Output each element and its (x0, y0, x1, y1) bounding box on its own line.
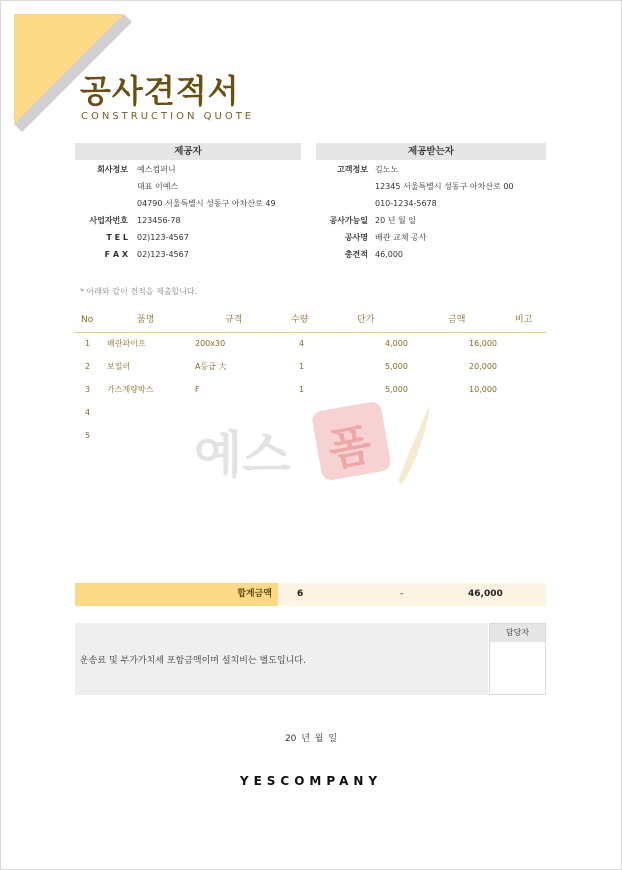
supplier-row-label: 사업자번호 (89, 216, 128, 225)
table-cell: 10,000 (469, 385, 497, 394)
watermark-text: 예스 (194, 426, 291, 484)
submission-note: * 아래와 같이 견적을 제출합니다. (80, 287, 198, 296)
table-cell: 20,000 (469, 362, 497, 371)
table-cell: 1 (299, 362, 305, 371)
col-no: No (81, 315, 94, 325)
manager-label: 담당자 (490, 624, 545, 642)
supplier-row-value: 예스컴퍼니 (137, 165, 176, 174)
table-cell: 보일러 (107, 362, 131, 371)
receiver-row-value: 46,000 (375, 250, 403, 259)
watermark-logo (192, 394, 442, 494)
items-table-header (75, 313, 546, 333)
receiver-row-value: 김노노 (375, 165, 399, 174)
table-cell: 4,000 (385, 339, 408, 348)
col-note: 비고 (515, 315, 533, 325)
col-quantity: 수량 (291, 315, 309, 325)
receiver-header: 제공받는자 (316, 143, 546, 160)
supplier-row-value: 123456-78 (137, 216, 181, 225)
table-row (75, 336, 546, 352)
table-cell: 16,000 (469, 339, 497, 348)
table-cell: 4 (299, 339, 305, 348)
supplier-row-value: 대표 이예스 (137, 182, 179, 191)
supplier-header: 제공자 (75, 143, 301, 160)
page-subtitle: CONSTRUCTION QUOTE (81, 111, 255, 122)
watermark-stamp-text: 폼 (324, 419, 376, 477)
totals-bar (75, 583, 546, 606)
company-name: YESCOMPANY (239, 774, 383, 788)
table-cell: 200x30 (195, 339, 226, 348)
supplier-row-value: 04790 서울특별시 성동구 아차산로 49 (137, 199, 276, 208)
table-cell: 가스계량박스 (107, 385, 154, 394)
receiver-row-value: 배관 교체 공사 (375, 233, 427, 242)
table-cell: 1 (85, 339, 91, 348)
totals-label: 합계금액 (237, 589, 272, 599)
col-amount: 금액 (448, 315, 466, 325)
table-cell: 1 (299, 385, 305, 394)
table-cell: 2 (85, 362, 91, 371)
receiver-row-label: 고객정보 (337, 165, 368, 174)
remarks-box (75, 623, 488, 695)
issue-date: 20 년 월 일 (284, 734, 338, 744)
col-unit-price: 단가 (357, 315, 375, 325)
supplier-row-label: F A X (104, 250, 128, 259)
totals-label-box (75, 583, 278, 606)
totals-amount: 46,000 (468, 589, 503, 599)
table-cell: 5,000 (385, 362, 408, 371)
page-title: 공사견적서 (80, 72, 240, 110)
quill-icon (398, 404, 430, 484)
manager-box (489, 623, 546, 695)
receiver-row-label: 공사가능일 (329, 216, 368, 225)
table-cell: A등급 大 (195, 362, 227, 371)
table-cell: 4 (85, 408, 91, 417)
table-row (75, 359, 546, 375)
totals-unit-price: - (400, 589, 404, 599)
receiver-row-value: 010-1234-5678 (375, 199, 437, 208)
col-spec: 규격 (225, 315, 243, 325)
totals-quantity: 6 (297, 589, 304, 599)
table-cell: 5,000 (385, 385, 408, 394)
receiver-row-value: 20 년 월 일 (375, 216, 416, 225)
receiver-row-label: 총견적 (344, 250, 368, 259)
supplier-row-label: 회사정보 (97, 165, 128, 174)
supplier-row-label: T E L (106, 233, 128, 242)
supplier-row-value: 02)123-4567 (137, 233, 189, 242)
table-cell: 배관파이프 (107, 339, 146, 348)
table-cell: 5 (85, 431, 91, 440)
table-cell: F (195, 385, 200, 394)
receiver-row-label: 공사명 (344, 233, 368, 242)
col-item: 품명 (137, 315, 155, 325)
supplier-row-value: 02)123-4567 (137, 250, 189, 259)
table-cell: 3 (85, 385, 91, 394)
receiver-row-value: 12345 서울특별시 성동구 아차산로 00 (375, 182, 514, 191)
remarks-text: 운송료 및 부가가치세 포함금액이며 설치비는 별도입니다. (80, 656, 306, 666)
